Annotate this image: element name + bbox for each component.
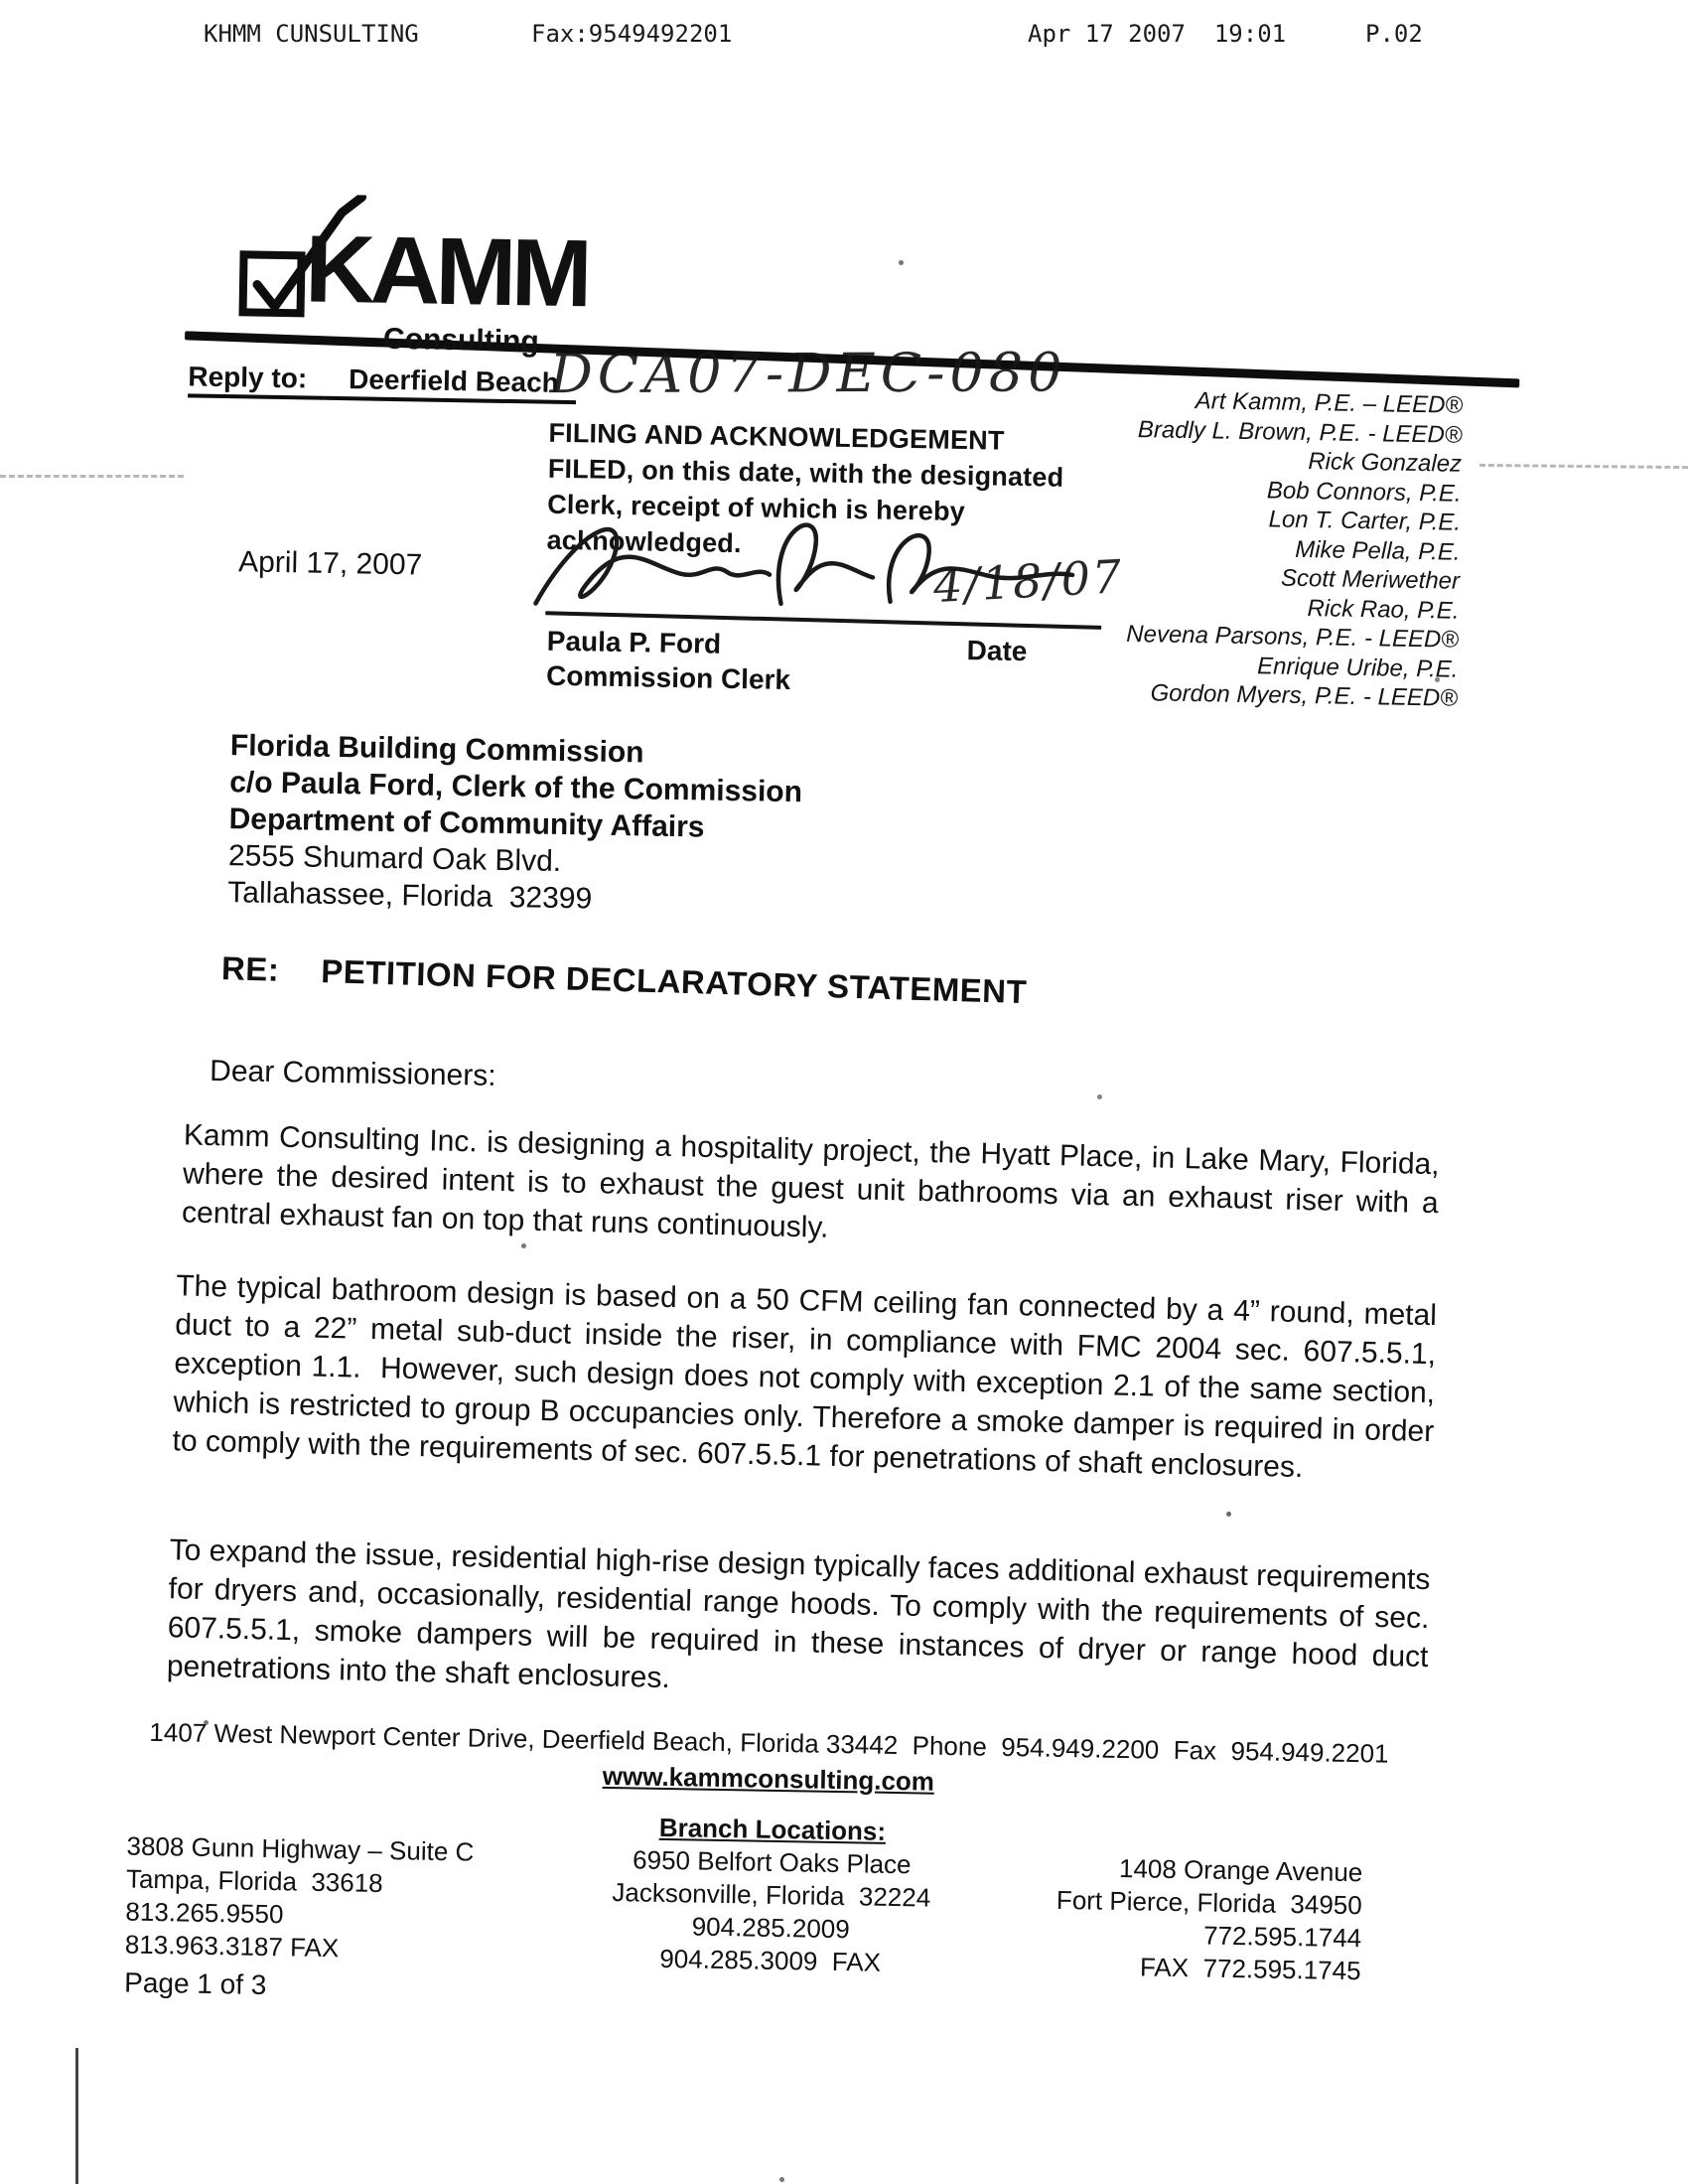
fax-number: Fax:9549492201	[531, 20, 733, 48]
branch-line: 813.265.9550	[125, 1896, 284, 1930]
recipient-address	[227, 727, 803, 921]
fax-datetime: Apr 17 2007 19:01	[1028, 20, 1287, 48]
recipient-line: Florida Building Commission	[229, 729, 644, 770]
body-paragraph: The typical bathroom design is based on a 50 CFM ceiling fan connected by a 4” round, metal duct to a 22” metal sub-duct inside the riser, in compliance with FMC 2004 sec. 607.5.5.1, exception 1.1. However, such design does not comply with exception 2.1 of the same section, which is restricted to group B occupancies only. Therefore a smoke damper is required in order to comply with the requirements of sec. 607.5.5.1 for penetrations of shaft enclosures.	[172, 1269, 1446, 1485]
recipient-line: 2555 Shumard Oak Blvd.	[227, 839, 562, 878]
date-label: Date	[966, 635, 1028, 667]
stamp-line: acknowledged.	[546, 524, 742, 559]
staff-member: Lon T. Carter, P.E.	[1268, 506, 1462, 536]
staff-member: Rick Gonzalez	[1308, 448, 1463, 478]
branch-line: 904.285.3009 FAX	[659, 1943, 882, 1977]
staff-member: Bradly L. Brown, P.E. - LEED®	[1137, 415, 1463, 449]
staff-member: Nevena Parsons, P.E. - LEED®	[1126, 620, 1460, 654]
letter-date: April 17, 2007	[237, 545, 423, 582]
stamp-line: FILED, on this date, with the designated	[547, 453, 1064, 493]
clerk-title: Commission Clerk	[545, 659, 791, 695]
reply-to-value: Deerfield Beach	[325, 364, 577, 404]
staff-member: Scott Meriwether	[1280, 564, 1461, 595]
staff-member: Bob Connors, P.E.	[1266, 476, 1462, 508]
fax-page-code: P.02	[1365, 20, 1423, 48]
staff-roster	[1001, 383, 1464, 713]
salutation: Dear Commissioners:	[209, 1054, 496, 1092]
footer-website: www.kammconsulting.com	[602, 1760, 935, 1797]
footer-address: 1407 West Newport Center Drive, Deerfield Beach, Florida 33442 Phone 954.949.2200 Fax 954.949.2201	[149, 1716, 1389, 1769]
branch-line: 772.595.1744	[1202, 1920, 1362, 1954]
recipient-line: c/o Paula Ford, Clerk of the Commission	[229, 766, 803, 809]
staff-member: Art Kamm, P.E. – LEED®	[1195, 387, 1464, 419]
subject-text: PETITION FOR DECLARATORY STATEMENT	[320, 952, 1028, 1011]
reply-to-row	[188, 361, 577, 399]
staff-member: Rick Rao, P.E.	[1307, 594, 1460, 625]
handwritten-case-number: DCA07-DEC-080	[549, 341, 1067, 406]
reply-to-label: Reply to:	[188, 361, 325, 399]
branch-line: 904.285.2009	[691, 1911, 851, 1945]
staff-member: Enrique Uribe, P.E.	[1256, 652, 1459, 683]
branch-line: Fort Pierce, Florida 34950	[1055, 1884, 1362, 1921]
branch-tampa	[125, 1830, 485, 1967]
branch-line: Jacksonville, Florida 32224	[612, 1877, 931, 1913]
stamp-line: FILING AND ACKNOWLEDGEMENT	[548, 417, 1005, 456]
subject-line	[220, 949, 1027, 1011]
branch-fort-pierce	[1033, 1850, 1362, 1987]
recipient-line: Department of Community Affairs	[228, 802, 705, 844]
clerk-name: Paula P. Ford	[546, 625, 722, 659]
body-paragraph: Kamm Consulting Inc. is designing a hospitality project, the Hyatt Place, in Lake Mary, Florida, where the desired intent is to exhaust the guest unit bathrooms via an exhaust riser with a central exhaust fan on top that runs continuously.	[181, 1118, 1449, 1244]
branch-locations-heading: Branch Locations:	[658, 1812, 887, 1846]
branch-line: FAX 772.595.1745	[1139, 1952, 1361, 1986]
subject-label: RE:	[220, 949, 280, 988]
recipient-line: Tallahassee, Florida 32399	[227, 876, 593, 916]
staff-member: Gordon Myers, P.E. - LEED®	[1150, 679, 1459, 712]
branch-line: 3808 Gunn Highway – Suite C	[126, 1830, 475, 1867]
stamp-line: Clerk, receipt of which is hereby	[546, 489, 966, 527]
logo-subtitle: Consulting	[382, 322, 540, 359]
branch-jacksonville	[521, 1809, 1021, 1981]
branch-line: Tampa, Florida 33618	[125, 1863, 383, 1899]
branch-line: 6950 Belfort Oaks Place	[632, 1844, 912, 1880]
staff-member: Mike Pella, P.E.	[1295, 535, 1461, 566]
page-number: Page 1 of 3	[123, 1966, 267, 2000]
branch-line: 813.963.3187 FAX	[124, 1929, 340, 1964]
branch-line: 1408 Orange Avenue	[1118, 1852, 1363, 1888]
logo-wordmark: KAMM	[304, 216, 589, 328]
clerk-name-block	[546, 624, 791, 697]
handwritten-date: 4/18/07	[931, 549, 1125, 614]
body-paragraph: To expand the issue, residential high-rise design typically faces additional exhaust requirements for dryers and, occasionally, residential range hoods. To comply with the requirements of sec. 607.5.5.1, smoke dampers will be required in these instances of dryer or range hood duct penetrations into the shaft enclosures.	[166, 1533, 1440, 1695]
fax-sender: KHMM CUNSULTING	[204, 20, 419, 48]
